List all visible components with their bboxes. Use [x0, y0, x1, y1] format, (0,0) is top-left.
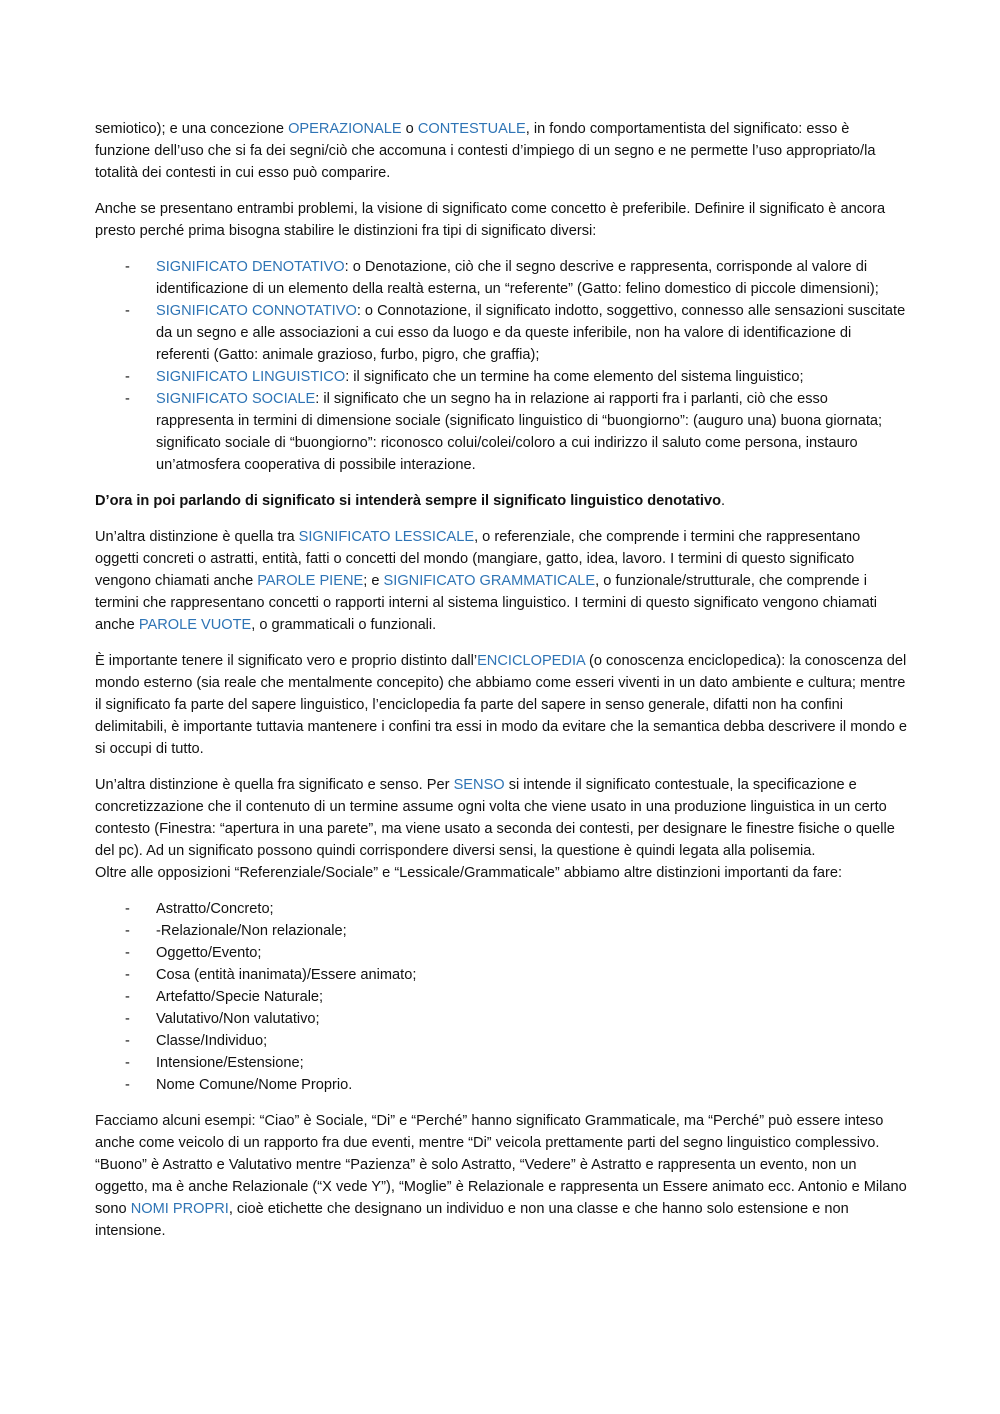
keyword-significato-grammaticale: SIGNIFICATO GRAMMATICALE	[383, 573, 596, 589]
list-bullet: -	[125, 923, 130, 939]
list-bullet: -	[125, 391, 130, 407]
list-item: - Valutativo/Non valutativo;	[95, 1008, 907, 1030]
list-bullet: -	[125, 1033, 130, 1049]
list-item: - SIGNIFICATO LINGUISTICO: il significato che un termine ha come elemento del sistema linguistico;	[95, 366, 907, 388]
list-item: - SIGNIFICATO SOCIALE: il significato che un segno ha in relazione ai rapporti fra i parlanti, ciò che esso rappresenta in termini di dimensione sociale (significato linguistico di “buongiorno”: (auguro una) buona giornata; significato sociale di “buongiorno”: riconosco colui/colei/coloro a cui indirizzo il saluto come persona, instauro un’atmosfera cooperativa di possibile interazione.	[95, 388, 907, 476]
paragraph-meaning-types-intro: Anche se presentano entrambi problemi, la visione di significato come concetto è preferibile. Definire il significato è ancora presto perché prima bisogna stabilire le distinzioni fra tipi di significato diversi:	[95, 201, 886, 239]
list-bullet: -	[125, 1055, 130, 1071]
list-item: - Cosa (entità inanimata)/Essere animato;	[95, 964, 907, 986]
keyword-significato-sociale: SIGNIFICATO SOCIALE	[156, 391, 316, 407]
paragraph-examples: Facciamo alcuni esempi: “Ciao” è Sociale, “Di” e “Perché” hanno significato Grammaticale, ma “Perché” può essere inteso anche come veicolo di un rapporto fra due eventi, mentre “Di” veicola prettamente parti del segno linguistico complessivo. “Buono” è Astratto e Valutativo mentre “Pazienza” è solo Astratto, “Vedere” è Astratto e rappresenta un evento, non un oggetto, ma è anche Relazionale (“X vede Y”), “Moglie” è Relazionale e rappresenta un Essere animato ecc. Antonio e Milano sono NOMI PROPRI, cioè etichette che designano un individuo e non una classe e che hanno solo estensione e non intensione.	[95, 1113, 907, 1239]
meaning-types-list	[95, 256, 907, 476]
list-bullet: -	[125, 1077, 130, 1093]
oppositions-list	[95, 898, 907, 1096]
keyword-parole-piene: PAROLE PIENE	[257, 573, 364, 589]
paragraph-bold-statement: D’ora in poi parlando di significato si intenderà sempre il significato linguistico denotativo.	[95, 493, 726, 509]
list-bullet: -	[125, 967, 130, 983]
keyword-senso: SENSO	[453, 777, 505, 793]
document-body	[95, 118, 907, 1256]
list-bullet: -	[125, 945, 130, 961]
paragraph-encyclopedia: È importante tenere il significato vero e proprio distinto dall’ENCICLOPEDIA (o conoscenza enciclopedica): la conoscenza del mondo esterno (sia reale che mentalmente concepito) che abbiamo come esseri viventi in un dato ambiente e cultura; mentre il significato fa parte del sapere linguistico, l’enciclopedia fa parte del sapere in senso generale, difatti non ha confini delimitabili, è importante tuttavia mantenere i confini tra essi in modo da evitare che la semantica debba descrivere il mondo e si occupi di tutto.	[95, 653, 907, 757]
list-item: - -Relazionale/Non relazionale;	[95, 920, 907, 942]
list-item: - Intensione/Estensione;	[95, 1052, 907, 1074]
list-item: - SIGNIFICATO CONNOTATIVO: o Connotazione, il significato indotto, soggettivo, connesso alle sensazioni suscitate da un segno e alle associazioni a cui esso da luogo e da queste inferibile, non ha valore di identificazione di referenti (Gatto: animale grazioso, furbo, pigro, che graffia);	[95, 300, 907, 366]
list-item: - SIGNIFICATO DENOTATIVO: o Denotazione, ciò che il segno descrive e rappresenta, corrisponde al valore di identificazione di un elemento della realtà esterna, un “referente” (Gatto: felino domestico di piccole dimensioni);	[95, 256, 907, 300]
keyword-significato-lessicale: SIGNIFICATO LESSICALE	[298, 529, 475, 545]
keyword-contestuale: CONTESTUALE	[417, 121, 526, 137]
list-bullet: -	[125, 303, 130, 319]
keyword-significato-denotativo: SIGNIFICATO DENOTATIVO	[156, 259, 345, 275]
paragraph-sense: Un’altra distinzione è quella fra significato e senso. Per SENSO si intende il significato contestuale, la specificazione e concretizzazione che il contenuto di un termine assume ogni volta che viene usato in una produzione linguistica in un certo contesto (Finestra: “apertura in una parete”, ma viene usato a seconda dei contesti, per designare le finestre fisiche o quelle del pc). Ad un significato possono quindi corrispondere diversi sensi, la questione è quindi legata alla polisemia.	[95, 777, 895, 859]
list-bullet: -	[125, 989, 130, 1005]
paragraph-oppositions-intro: Oltre alle opposizioni “Referenziale/Sociale” e “Lessicale/Grammaticale” abbiamo altre distinzioni importanti da fare:	[95, 865, 843, 881]
list-bullet: -	[125, 369, 130, 385]
list-bullet: -	[125, 259, 130, 275]
keyword-significato-connotativo: SIGNIFICATO CONNOTATIVO	[156, 303, 357, 319]
list-bullet: -	[125, 1011, 130, 1027]
keyword-operazionale: OPERAZIONALE	[288, 121, 402, 137]
paragraph-lexical-grammatical: Un’altra distinzione è quella tra SIGNIFICATO LESSICALE, o referenziale, che comprende i termini che rappresentano oggetti concreti o astratti, entità, fatti o concetti del mondo (mangiare, gatto, idea, lavoro. I termini di questo significato vengono chiamati anche PAROLE PIENE; e SIGNIFICATO GRAMMATICALE, o funzionale/strutturale, che comprende i termini che rappresentano concetti o rapporti interni al sistema linguistico. I termini di questo significato vengono chiamati anche PAROLE VUOTE, o grammaticali o funzionali.	[95, 529, 877, 633]
paragraph-meaning-conceptions: semiotico); e una concezione OPERAZIONALE o CONTESTUALE, in fondo comportamentista del significato: esso è funzione dell’uso che si fa dei segni/ciò che accomuna i contesti d’impiego di un segno e ne permette l’uso appropriato/la totalità dei contesti in cui esso può comparire.	[95, 121, 876, 181]
list-item: - Artefatto/Specie Naturale;	[95, 986, 907, 1008]
keyword-parole-vuote: PAROLE VUOTE	[138, 617, 252, 633]
list-bullet: -	[125, 901, 130, 917]
keyword-significato-linguistico: SIGNIFICATO LINGUISTICO	[156, 369, 346, 385]
list-item: - Classe/Individuo;	[95, 1030, 907, 1052]
bold-statement: D’ora in poi parlando di significato si intenderà sempre il significato linguistico denotativo	[95, 493, 721, 509]
keyword-enciclopedia: ENCICLOPEDIA	[477, 653, 585, 669]
list-item: - Astratto/Concreto;	[95, 898, 907, 920]
list-item: - Oggetto/Evento;	[95, 942, 907, 964]
keyword-nomi-propri: NOMI PROPRI	[130, 1201, 229, 1217]
list-item: - Nome Comune/Nome Proprio.	[95, 1074, 907, 1096]
